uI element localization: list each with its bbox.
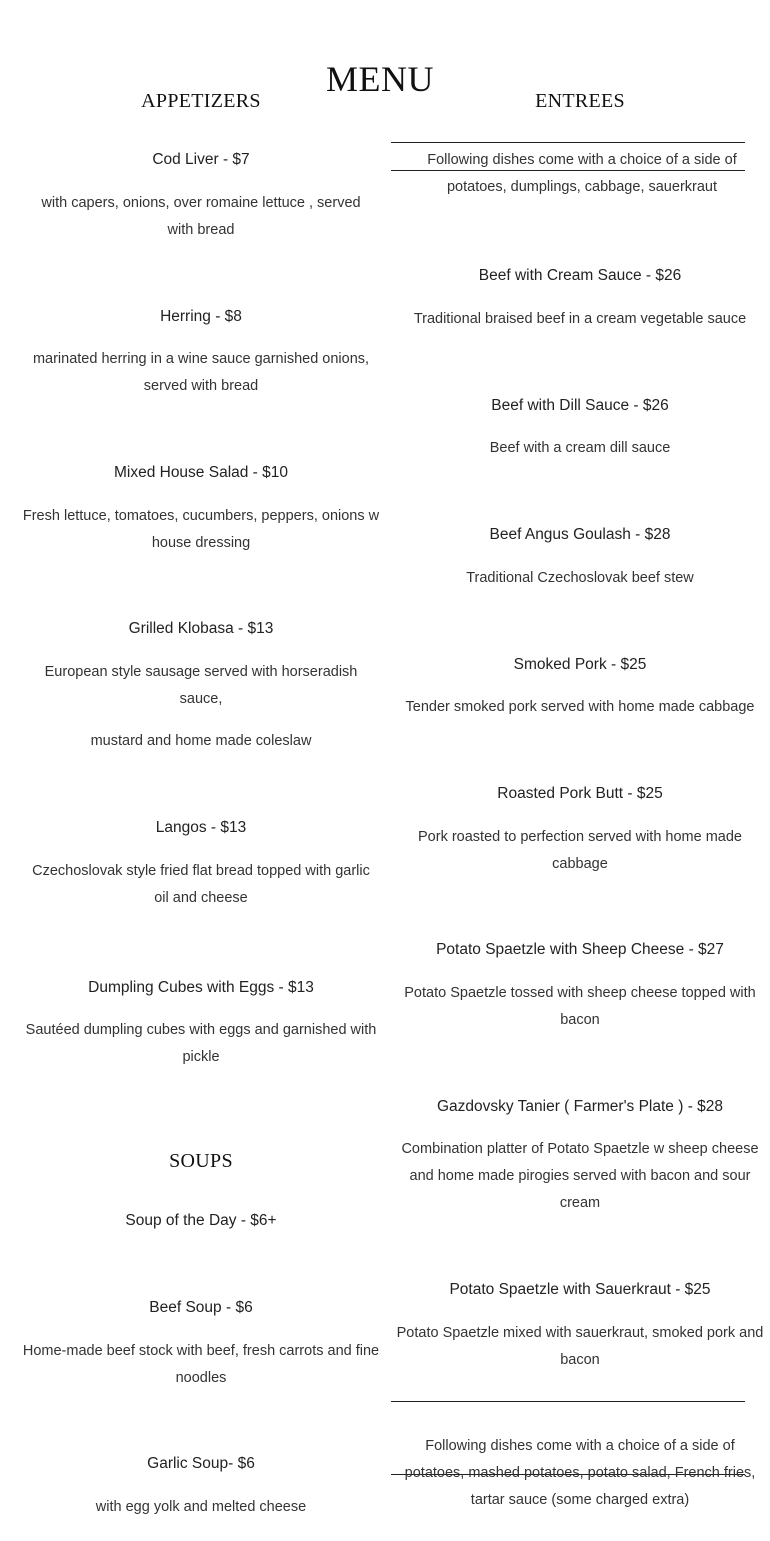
appetizer-item-desc: Fresh lettuce, tomatoes, cucumbers, peppers, onions w house dressing	[22, 508, 380, 551]
menu-title: MENU	[326, 59, 434, 99]
divider	[391, 1401, 745, 1402]
entree-item-desc: Pork roasted to perfection served with home made cabbage	[418, 829, 742, 872]
entree-item-desc: Potato Spaetzle mixed with sauerkraut, smoked pork and bacon	[396, 1325, 764, 1368]
soup-item-desc: Home-made beef stock with beef, fresh carrots and fine noodles	[22, 1343, 380, 1386]
entree-item-desc: Traditional braised beef in a cream vegetable sauce	[413, 311, 747, 327]
entree-item-title: Beef with Cream Sauce - $26	[478, 267, 682, 284]
divider	[391, 142, 745, 143]
appetizer-item-desc: marinated herring in a wine sauce garnished onions, served with bread	[32, 351, 370, 394]
appetizer-item-title: Grilled Klobasa - $13	[128, 620, 274, 637]
entree-item-title: Roasted Pork Butt - $25	[497, 785, 663, 802]
appetizer-item-title: Herring - $8	[160, 308, 242, 325]
appetizer-item-desc: Sautéed dumpling cubes with eggs and garnished with pickle	[25, 1022, 377, 1065]
entrees-side-note: Following dishes come with a choice of a side of potatoes, mashed potatoes, potato salad, French fries, tartar sauce (some charged extra)	[404, 1438, 756, 1508]
entree-item-desc: Traditional Czechoslovak beef stew	[466, 570, 694, 586]
soup-item-title: Garlic Soup- $6	[147, 1455, 255, 1472]
soups-heading: SOUPS	[169, 1150, 233, 1172]
soup-item-title: Soup of the Day - $6+	[125, 1212, 277, 1229]
appetizer-item-desc: Czechoslovak style fried flat bread topped with garlic oil and cheese	[32, 863, 370, 906]
appetizer-item-title: Cod Liver - $7	[152, 151, 250, 168]
appetizers-heading: APPETIZERS	[141, 90, 261, 112]
entree-item-desc: Combination platter of Potato Spaetzle w sheep cheese and home made pirogies served with bacon and sour cream	[401, 1141, 759, 1211]
entree-item-title: Potato Spaetzle with Sauerkraut - $25	[449, 1281, 711, 1298]
soup-item-title: Beef Soup - $6	[149, 1299, 253, 1316]
appetizer-item-desc: European style sausage served with horseradish sauce,	[44, 664, 358, 707]
entrees-heading: ENTREES	[535, 90, 625, 112]
entrees-side-note: Following dishes come with a choice of a side of potatoes, dumplings, cabbage, sauerkraut	[427, 152, 737, 195]
appetizer-item-desc: with capers, onions, over romaine lettuce , served with bread	[41, 195, 361, 238]
appetizer-item-title: Mixed House Salad - $10	[113, 464, 289, 481]
entree-item-title: Smoked Pork - $25	[513, 656, 647, 673]
appetizer-item-title: Dumpling Cubes with Eggs - $13	[88, 979, 314, 996]
entree-item-desc: Potato Spaetzle tossed with sheep cheese topped with bacon	[404, 985, 756, 1028]
entree-item-title: Potato Spaetzle with Sheep Cheese - $27	[436, 941, 724, 958]
entree-item-title: Beef Angus Goulash - $28	[489, 526, 671, 543]
appetizer-item-title: Langos - $13	[155, 819, 247, 836]
entree-item-title: Gazdovsky Tanier ( Farmer's Plate ) - $28	[436, 1098, 724, 1115]
entree-item-desc: Beef with a cream dill sauce	[489, 440, 671, 456]
entree-item-title: Beef with Dill Sauce - $26	[491, 397, 669, 414]
entree-item-desc: Tender smoked pork served with home made cabbage	[405, 699, 755, 715]
soup-item-desc: with egg yolk and melted cheese	[95, 1499, 307, 1515]
appetizer-item-desc: mustard and home made coleslaw	[90, 733, 312, 749]
